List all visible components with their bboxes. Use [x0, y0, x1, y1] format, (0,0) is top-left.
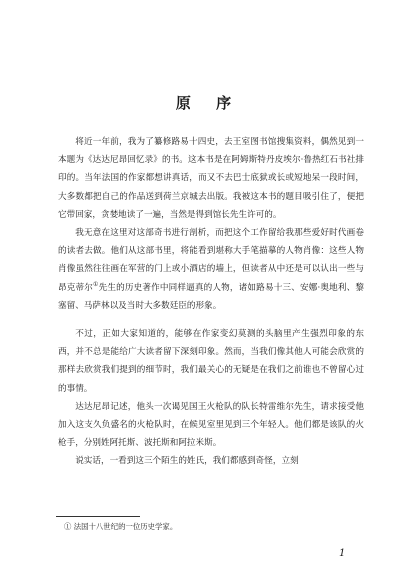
preface-body: [58, 133, 364, 471]
paragraph-gap: [58, 315, 364, 325]
paragraph-2-continuation: 先生的历史著作中同样逼真的人物，诸如路易十三、安娜·奥地利、黎塞留、马萨林以及当时大多数廷臣的形象。: [58, 282, 364, 311]
paragraph-2-text: 我无意在这里对这部奇书进行剖析，而把这个工作留给我那些爱好时代画卷的读者去做。他们从这部书里，将能看到堪称大手笔描摹的人物肖像：这些人物肖像虽然往往画在军营的门上或小酒店的墙上，但读者从中还是可以认出一些与昂克蒂尔: [58, 228, 364, 293]
footnote: ① 法国十八世纪的一位历史学家。: [64, 522, 178, 531]
footnote-divider: [56, 516, 140, 517]
paragraph-4: 达达尼昂记述，他头一次谒见国王火枪队的队长特雷维尔先生，请求接受他加入这支久负盛名的火枪队时，在候见室里见到三个年轻人。他们都是该队的火枪手，分别姓阿托斯、波托斯和阿拉米斯。: [58, 401, 364, 449]
page-title: 原 序: [175, 94, 242, 112]
paragraph-2: [58, 224, 364, 315]
page-number: 1: [339, 548, 346, 559]
paragraph-3: 不过，正如大家知道的，能够在作家变幻莫测的头脑里产生强烈印象的东西，并不总是能给广大读者留下深刻印象。然而，当我们像其他人可能会欣赏的那样去欣赏我们提到的细节时，我们最关心的无疑是在我们之前谁也不曾留心过的事情。: [58, 329, 364, 394]
paragraph-5: 说实话，一看到这三个陌生的姓氏，我们都感到奇怪，立刻: [75, 456, 299, 467]
paragraph-1: 将近一年前，我为了纂修路易十四史，去王室图书馆搜集资料，偶然见到一本题为《达达尼昂回忆录》的书。这本书是在阿姆斯特丹皮埃尔·鲁热红石书社排印的。当年法国的作家都想讲真话，而又不去巴士底狱或长或短地呆一段时间，大多数都把自己的作品送到荷兰京城去出版。我被这本书的题目吸引住了，便把它带回家，贪婪地读了一遍，当然是得到馆长先生许可的。: [58, 137, 364, 220]
footnote-marker: ①: [93, 280, 99, 288]
